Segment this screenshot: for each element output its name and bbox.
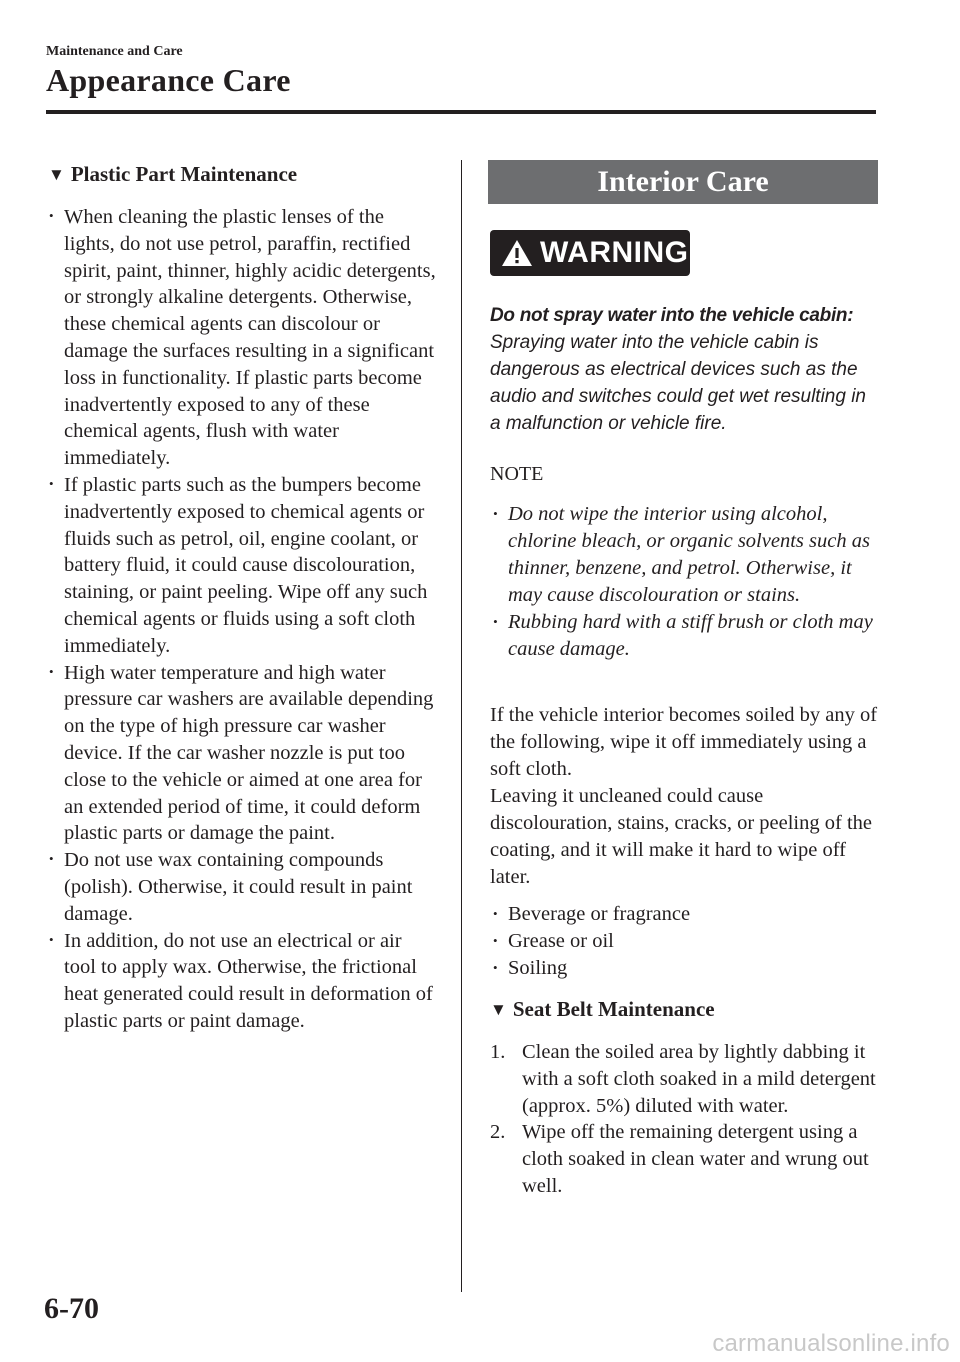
section-banner: Interior Care [488,160,878,204]
step-number: 1. [490,1041,506,1063]
list-item [490,1119,880,1199]
left-column [48,160,438,1035]
plastic-bullet-list [48,204,438,1035]
warning-text [490,302,880,437]
column-divider [461,160,462,1292]
list-item: • High water temperature and high water pressure car washers are available depending on the type of high pressure car washer device. If the car washer nozzle is put too close to the vehicle or aimed at one area for an extended period of time, it could deform plastic parts or damage the paint. [48,660,438,848]
chapter-label: Maintenance and Care [46,44,183,59]
section-heading-seat-belt [490,995,715,1025]
step-number: 2. [490,1121,506,1144]
section-heading-plastic [48,160,438,190]
step-text: Clean the soiled area by lightly dabbing it with a soft cloth soaked in a mild detergent (approx. 5%) diluted with water. [522,1041,876,1117]
list-item: • Beverage or fragrance [492,901,872,928]
page-title: Appearance Care [46,62,291,98]
step-text: Wipe off the remaining detergent using a cloth soaked in clean water and wrung out well. [522,1121,869,1197]
list-item: • In addition, do not use an electrical or air tool to apply wax. Otherwise, the frictional heat generated could result in deformation of plastic parts or paint damage. [48,928,438,1035]
soil-list [492,901,872,982]
triangle-down-icon: ▼ [490,1000,507,1019]
section-heading-label: Seat Belt Maintenance [512,997,715,1021]
list-item: • Grease or oil [492,928,872,955]
warning-heading: Do not spray water into the vehicle cabin: [490,305,854,326]
paragraph-line: Leaving it uncleaned could cause discolouration, stains, cracks, or peeling of the coating, and it will make it hard to wipe off later. [490,785,872,888]
list-item: • Soiling [492,955,872,982]
section-heading-label: Plastic Part Maintenance [70,162,298,186]
paragraph-line: If the vehicle interior becomes soiled by any of the following, wipe it off immediately using a soft cloth. [490,704,878,780]
warning-triangle-icon [500,238,534,268]
list-item: • Do not use wax containing compounds (polish). Otherwise, it could result in paint damage. [48,847,438,927]
warning-body: Spraying water into the vehicle cabin is dangerous as electrical devices such as the audio and switches could get wet resulting in a malfunction or vehicle fire. [490,332,867,434]
list-item: • Do not wipe the interior using alcohol, chlorine bleach, or organic solvents such as thinner, benzene, and petrol. Otherwise, it may cause discolouration or stains. [492,501,876,609]
seat-belt-steps [490,1039,880,1200]
note-list [492,501,876,663]
list-item: • Rubbing hard with a stiff brush or cloth may cause damage. [492,609,876,663]
list-item [490,1039,880,1119]
warning-badge [490,230,690,276]
page-number: 6-70 [44,1292,99,1325]
warning-label: WARNING [540,236,689,269]
title-rule [46,110,876,114]
watermark: carmanualsonline.info [712,1330,950,1357]
list-item: • If plastic parts such as the bumpers become inadvertently exposed to chemical agents or fluids such as petrol, oil, engine coolant, or battery fluid, it could cause discolouration, staining, or paint peeling. Wipe off any such chemical agents or fluids using a soft cloth immediately. [48,472,438,660]
note-label: NOTE [490,463,544,485]
list-item: • When cleaning the plastic lenses of the lights, do not use petrol, paraffin, rectified spirit, paint, thinner, highly acidic detergents, or strongly alkaline detergents. Otherwise, these chemical agents can discolour or damage the surfaces resulting in a significant loss in functionality. If plastic parts become inadvertently exposed to any of these chemical agents, flush with water immediately. [48,204,438,472]
triangle-down-icon: ▼ [48,165,65,184]
interior-paragraph [490,702,880,891]
